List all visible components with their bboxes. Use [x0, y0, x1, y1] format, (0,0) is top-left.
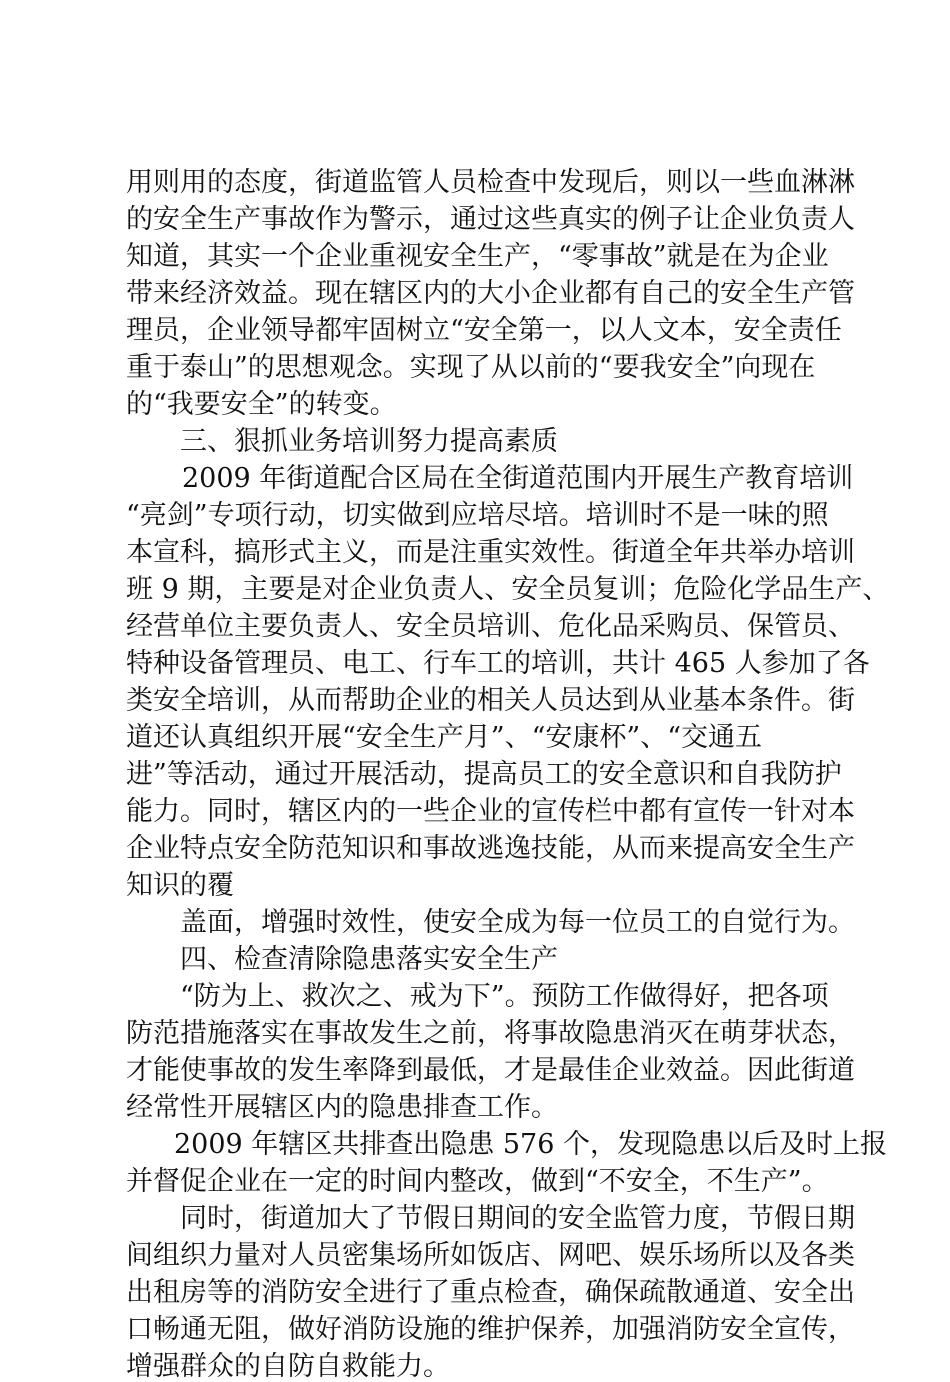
paragraph-line: 同时，街道加大了节假日期间的安全监管力度，节假日期	[180, 1203, 855, 1234]
paragraph-line: 理员，企业领导都牢固树立“安全第一，以人文本，安全责任	[126, 315, 842, 346]
paragraph-line: 类安全培训，从而帮助企业的相关人员达到从业基本条件。街	[126, 685, 855, 716]
paragraph-line: 增强群众的自防自救能力。	[126, 1351, 450, 1382]
paragraph-line: 间组织力量对人员密集场所如饭店、网吧、娱乐场所以及各类	[126, 1240, 855, 1271]
paragraph-line: 经营单位主要负责人、安全员培训、危化品采购员、保管员、	[126, 611, 855, 642]
paragraph-line: 的安全生产事故作为警示，通过这些真实的例子让企业负责人	[126, 204, 855, 235]
paragraph-line: 口畅通无阻，做好消防设施的维护保养，加强消防安全宣传，	[126, 1314, 855, 1345]
paragraph-line: 本宣科，搞形式主义，而是注重实效性。街道全年共举办培训	[126, 537, 855, 568]
paragraph-line: 才能使事故的发生率降到最低，才是最佳企业效益。因此街道	[126, 1055, 855, 1086]
paragraph-line: 企业特点安全防范知识和事故逃逸技能，从而来提高安全生产	[126, 833, 855, 864]
paragraph-line: 出租房等的消防安全进行了重点检查，确保疏散通道、安全出	[126, 1277, 855, 1308]
paragraph-line: 2009 年街道配合区局在全街道范围内开展生产教育培训	[182, 463, 854, 494]
paragraph-line: 能力。同时，辖区内的一些企业的宣传栏中都有宣传一针对本	[126, 796, 855, 827]
paragraph-line: 2009 年辖区共排查出隐患 576 个，发现隐患以后及时上报	[174, 1129, 887, 1160]
paragraph-line: 特种设备管理员、电工、行车工的培训，共计 465 人参加了各	[126, 648, 870, 679]
paragraph-line: 重于泰山”的思想观念。实现了从以前的“要我安全”向现在	[126, 352, 816, 383]
paragraph-line: 经常性开展辖区内的隐患排查工作。	[126, 1092, 558, 1123]
paragraph-line: 进”等活动，通过开展活动，提高员工的安全意识和自我防护	[126, 759, 842, 790]
paragraph-line: 知道，其实一个企业重视安全生产，“零事故”就是在为企业	[126, 241, 829, 272]
paragraph-line: 盖面，增强时效性，使安全成为每一位员工的自觉行为。	[180, 907, 855, 938]
paragraph-line: 的“我要安全”的转变。	[126, 389, 397, 420]
paragraph-line: 道还认真组织开展“安全生产月”、“安康杯”、“交通五	[126, 722, 763, 753]
section-heading: 四、检查清除隐患落实安全生产	[180, 944, 558, 975]
paragraph-line: 带来经济效益。现在辖区内的大小企业都有自己的安全生产管	[126, 278, 855, 309]
paragraph-line: “防为上、救次之、戒为下”。预防工作做得好，把各项	[180, 981, 829, 1012]
section-heading: 三、狠抓业务培训努力提高素质	[180, 426, 558, 457]
paragraph-line: 班 9 期，主要是对企业负责人、安全员复训；危险化学品生产、	[126, 574, 890, 605]
paragraph-line: 用则用的态度，街道监管人员检查中发现后，则以一些血淋淋	[126, 167, 855, 198]
paragraph-line: 防范措施落实在事故发生之前，将事故隐患消灭在萌芽状态，	[126, 1018, 855, 1049]
paragraph-line: “亮剑”专项行动，切实做到应培尽培。培训时不是一味的照	[126, 500, 829, 531]
paragraph-line: 知识的覆	[126, 870, 234, 901]
paragraph-line: 并督促企业在一定的时间内整改，做到“不安全，不生产”。	[126, 1166, 829, 1197]
